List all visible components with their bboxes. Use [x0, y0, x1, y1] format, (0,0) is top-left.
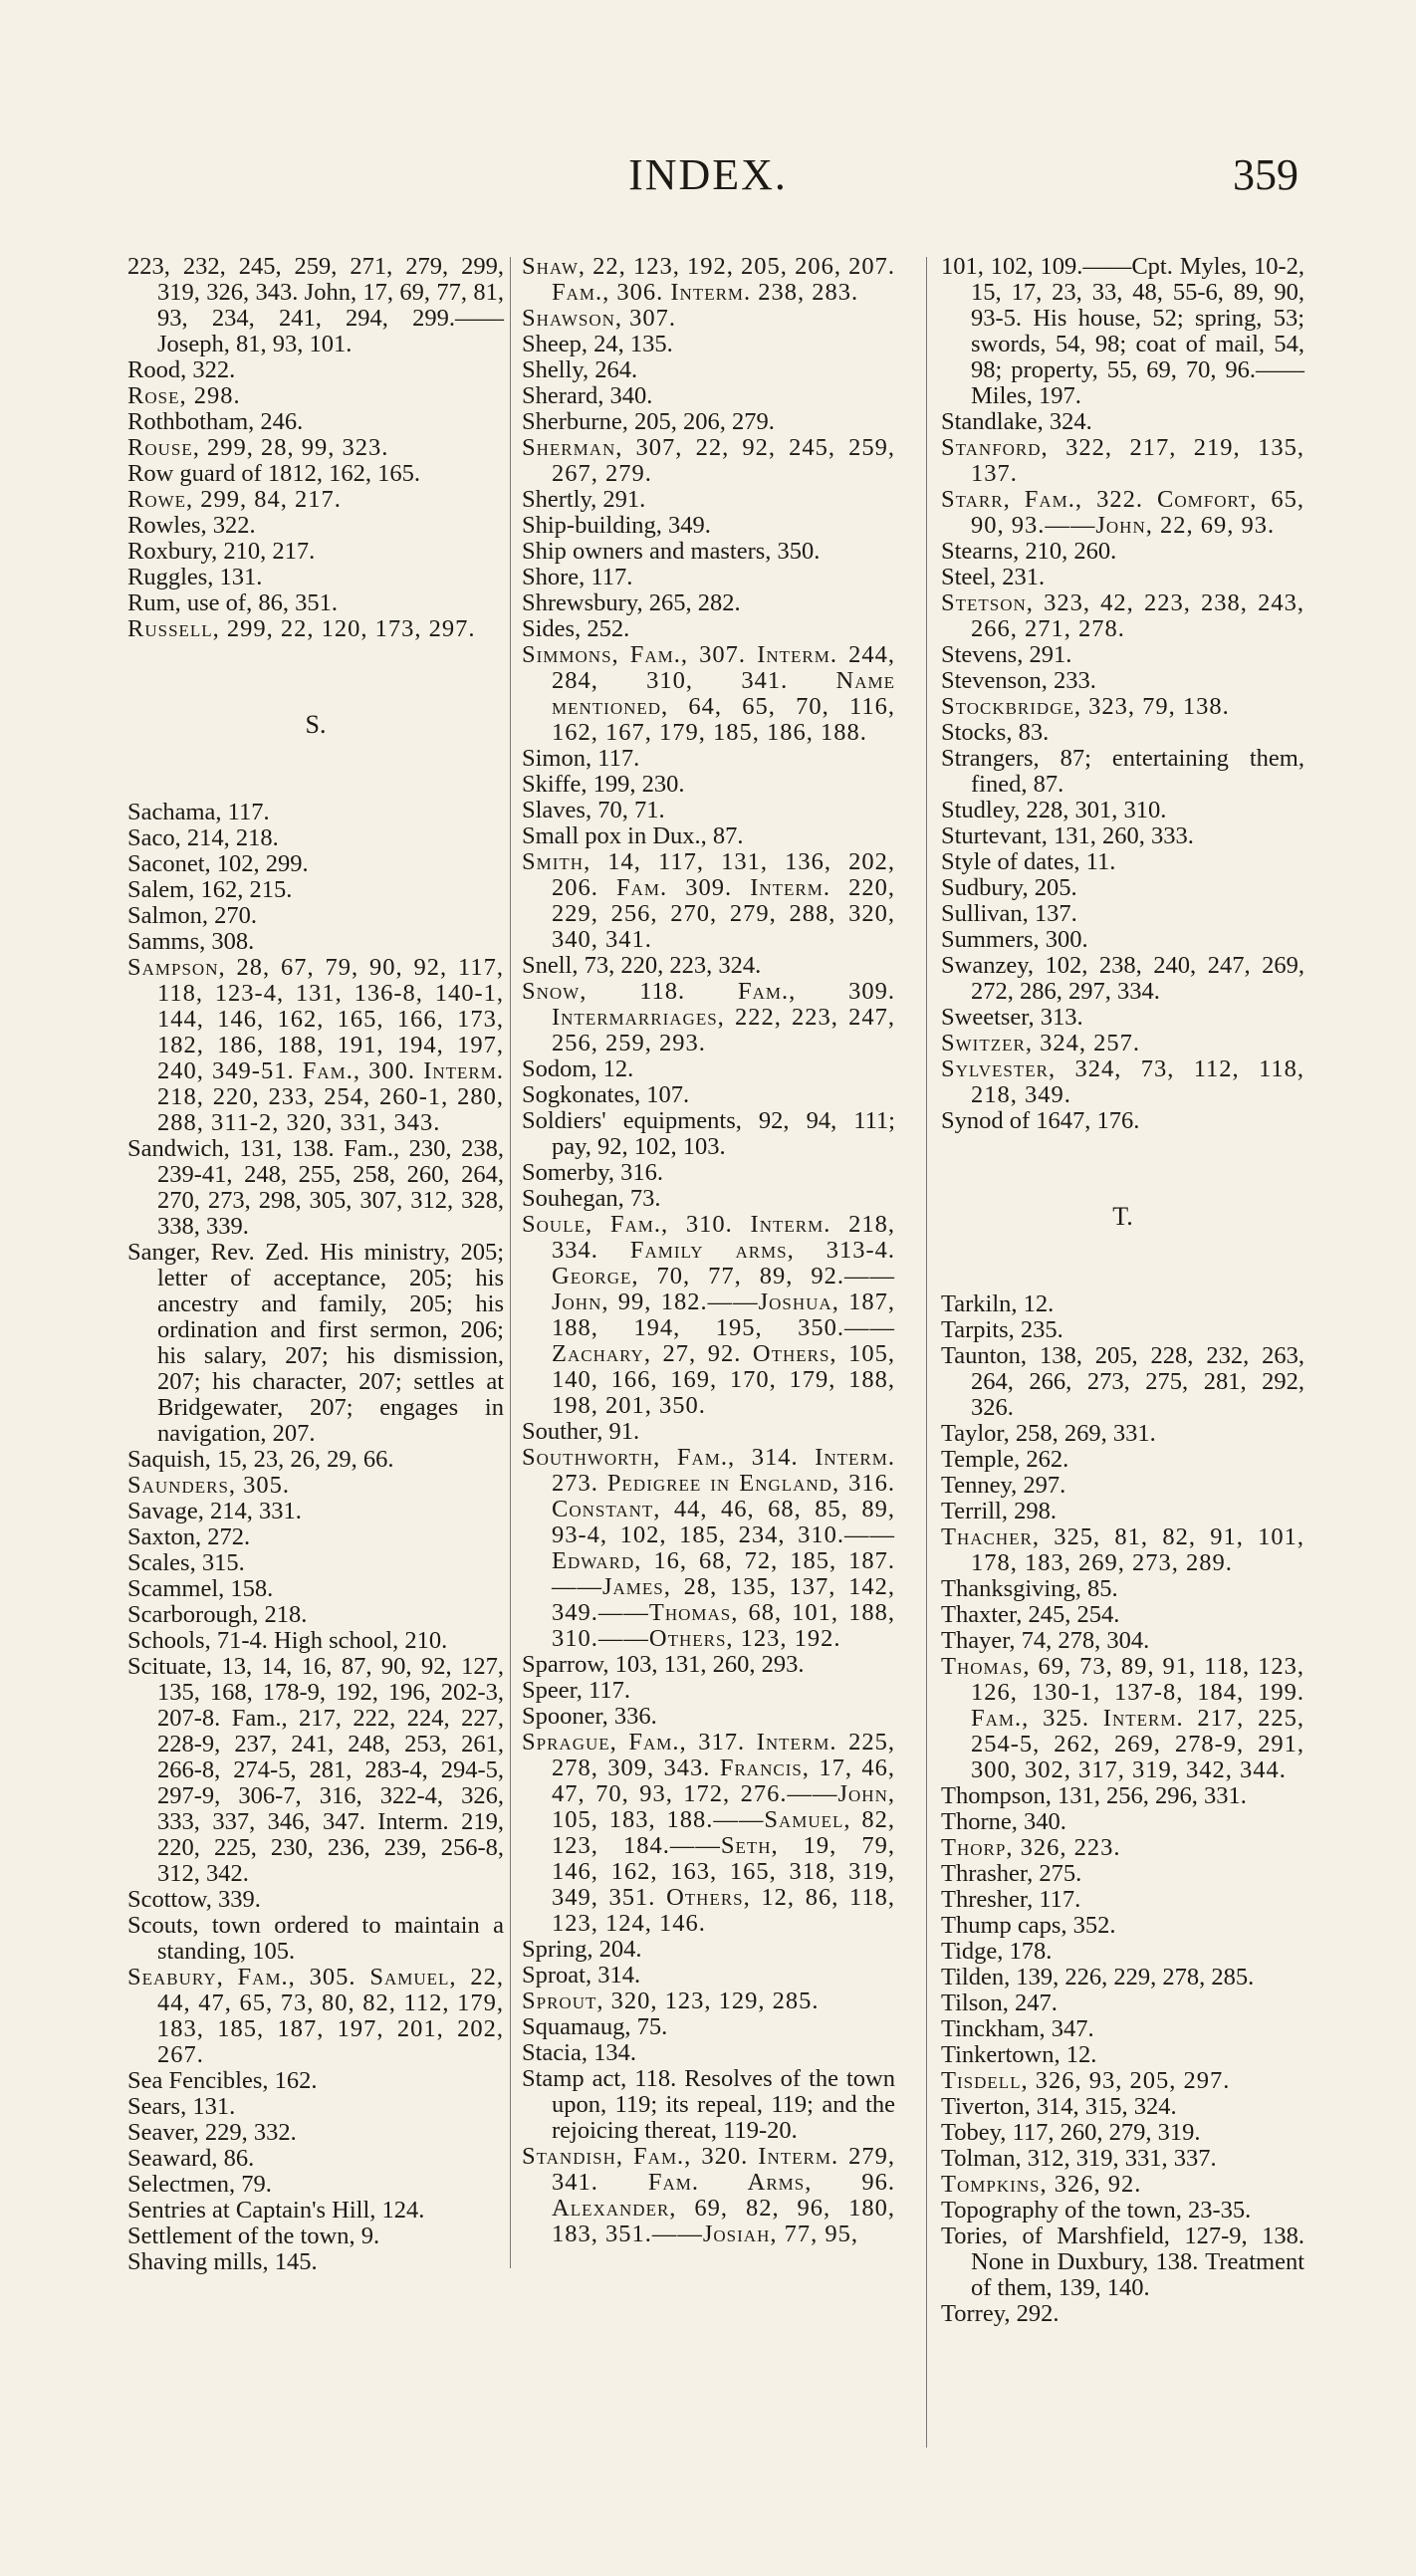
index-entry: Scales, 315.	[127, 1549, 245, 1576]
index-entry: Tinckham, 347.	[941, 2015, 1094, 2042]
index-entry: Stetson, 323, 42, 223, 238, 243, 266, 271, 278.	[941, 589, 1304, 642]
page-title: INDEX.	[628, 150, 788, 199]
index-entry: Tidge, 178.	[941, 1938, 1053, 1965]
index-entry: Shertly, 291.	[522, 486, 646, 513]
index-column-2	[522, 254, 895, 2247]
index-entry: Tilden, 139, 226, 229, 278, 285.	[941, 1964, 1255, 1991]
index-entry: Thump caps, 352.	[941, 1912, 1116, 1939]
index-entry: Tisdell, 326, 93, 205, 297.	[941, 2067, 1231, 2094]
index-entry: Stearns, 210, 260.	[941, 538, 1117, 565]
index-entry: Sproat, 314.	[522, 1962, 641, 1989]
index-entry: Taunton, 138, 205, 228, 232, 263, 264, 266, 273, 275, 281, 292, 326.	[941, 1342, 1304, 1421]
index-entry: Sherard, 340.	[522, 382, 653, 409]
index-entry: Thrasher, 275.	[941, 1860, 1082, 1887]
index-entry: Stevens, 291.	[941, 641, 1072, 668]
index-entry: Sherburne, 205, 206, 279.	[522, 408, 775, 435]
index-entry: Tiverton, 314, 315, 324.	[941, 2093, 1177, 2120]
index-entry: Simon, 117.	[522, 745, 640, 772]
page-header	[0, 149, 1416, 209]
index-entry: Ship-building, 349.	[522, 512, 711, 539]
index-entry: Salem, 162, 215.	[127, 876, 293, 903]
index-entry: Stevenson, 233.	[941, 667, 1096, 694]
index-entry: Salmon, 270.	[127, 902, 257, 929]
index-entry: Slaves, 70, 71.	[522, 797, 665, 823]
index-entry: Thanksgiving, 85.	[941, 1575, 1118, 1602]
index-entry: Shaving mills, 145.	[127, 2248, 318, 2275]
index-entry: Smith, 14, 117, 131, 136, 202, 206. Fam. 309. Interm. 220, 229, 256, 270, 279, 288, 320, 340, 341.	[522, 848, 895, 953]
index-entry: Rothbotham, 246.	[127, 408, 304, 435]
index-entry: Schools, 71-4. High school, 210.	[127, 1627, 448, 1654]
index-entry: Style of dates, 11.	[941, 848, 1116, 875]
index-entry: Seabury, Fam., 305. Samuel, 22, 44, 47, 65, 73, 80, 82, 112, 179, 183, 185, 187, 197, 201, 202, 267.	[127, 1964, 504, 2068]
index-entry: Small pox in Dux., 87.	[522, 822, 744, 849]
index-entry: Sandwich, 131, 138. Fam., 230, 238, 239-41, 248, 255, 258, 260, 264, 270, 273, 298, 305, 307, 312, 328, 338, 339.	[127, 1135, 504, 1240]
index-entry: Sentries at Captain's Hill, 124.	[127, 2197, 425, 2224]
index-entry: Scammel, 158.	[127, 1575, 274, 1602]
index-entry: Sprout, 320, 123, 129, 285.	[522, 1988, 820, 2014]
index-entry: Rowles, 322.	[127, 512, 256, 539]
index-entry: Scarborough, 218.	[127, 1601, 308, 1628]
index-entry: Ship owners and masters, 350.	[522, 538, 821, 565]
column-divider	[926, 257, 927, 2448]
index-entry: Sides, 252.	[522, 615, 630, 642]
index-entry: Stockbridge, 323, 79, 138.	[941, 693, 1230, 720]
index-entry: Southworth, Fam., 314. Interm. 273. Pedigree in England, 316. Constant, 44, 46, 68, 85, 89, 93-4, 102, 185, 234, 310.——Edward, 16, 68, 72, 185, 187.——James, 28, 135, 137, 142, 349.——Thomas, 68, 101, 188, 310.——Others, 123, 192.	[522, 1444, 895, 1652]
index-column-3	[941, 254, 1304, 2327]
index-entry: Scottow, 339.	[127, 1886, 261, 1913]
index-entry: Tolman, 312, 319, 331, 337.	[941, 2145, 1217, 2172]
index-entry: Shaw, 22, 123, 192, 205, 206, 207. Fam., 306. Interm. 238, 283.	[522, 253, 895, 306]
index-entry: Starr, Fam., 322. Comfort, 65, 90, 93.——John, 22, 69, 93.	[941, 486, 1304, 539]
index-entry: Sudbury, 205.	[941, 874, 1077, 901]
index-entry: Tarpits, 235.	[941, 1316, 1063, 1343]
index-entry: Thresher, 117.	[941, 1886, 1081, 1913]
index-entry: Souther, 91.	[522, 1418, 640, 1445]
index-entry: Scituate, 13, 14, 16, 87, 90, 92, 127, 135, 168, 178-9, 192, 196, 202-3, 207-8. Fam., 217, 222, 224, 227, 228-9, 237, 241, 248, 253, 261, 266-8, 274-5, 281, 283-4, 294-5, 297-9, 306-7, 316, 322-4, 326, 333, 337, 346, 347. Interm. 219, 220, 225, 230, 236, 239, 256-8, 312, 342.	[127, 1653, 504, 1887]
index-entry: Tobey, 117, 260, 279, 319.	[941, 2119, 1201, 2146]
index-entry: Tarkiln, 12.	[941, 1290, 1055, 1317]
index-entry: Sullivan, 137.	[941, 900, 1077, 927]
index-entry: Stamp act, 118. Resolves of the town upon, 119; its repeal, 119; and the rejoicing thereat, 119-20.	[522, 2065, 895, 2144]
index-entry: Thompson, 131, 256, 296, 331.	[941, 1782, 1247, 1809]
page-number: 359	[1233, 150, 1298, 199]
index-entry: Sprague, Fam., 317. Interm. 225, 278, 309, 343. Francis, 17, 46, 47, 70, 93, 172, 276.——John, 105, 183, 188.——Samuel, 82, 123, 184.——Seth, 19, 79, 146, 162, 163, 165, 318, 319, 349, 351. Others, 12, 86, 118, 123, 124, 146.	[522, 1729, 895, 1937]
index-entry: Seaward, 86.	[127, 2145, 255, 2172]
index-entry: Thayer, 74, 278, 304.	[941, 1627, 1150, 1654]
index-entry: Taylor, 258, 269, 331.	[941, 1420, 1156, 1447]
section-letter: T.	[1112, 1202, 1133, 1231]
index-entry: Soule, Fam., 310. Interm. 218, 334. Family arms, 313-4. George, 70, 77, 89, 92.——John, 99, 182.——Joshua, 187, 188, 194, 195, 350.——Zachary, 27, 92. Others, 105, 140, 166, 169, 170, 179, 188, 198, 201, 350.	[522, 1211, 895, 1419]
index-entry: Thomas, 69, 73, 89, 91, 118, 123, 126, 130-1, 137-8, 184, 199. Fam., 325. Interm. 217, 225, 254-5, 262, 269, 278-9, 291, 300, 302, 317, 319, 342, 344.	[941, 1653, 1304, 1783]
index-entry: Topography of the town, 23-35.	[941, 2197, 1252, 2224]
index-entry: Row guard of 1812, 162, 165.	[127, 460, 420, 487]
index-entry: Skiffe, 199, 230.	[522, 771, 685, 798]
index-entry: Scouts, town ordered to maintain a standing, 105.	[127, 1912, 504, 1965]
index-entry: Sampson, 28, 67, 79, 90, 92, 117, 118, 123-4, 131, 136-8, 140-1, 144, 146, 162, 165, 166, 173, 182, 186, 188, 191, 194, 197, 240, 349-51. Fam., 300. Interm. 218, 220, 233, 254, 260-1, 280, 288, 311-2, 320, 331, 343.	[127, 954, 504, 1136]
index-entry: Sears, 131.	[127, 2093, 236, 2120]
index-entry: Selectmen, 79.	[127, 2171, 272, 2198]
index-entry: Rum, use of, 86, 351.	[127, 589, 338, 616]
index-entry: Tompkins, 326, 92.	[941, 2171, 1142, 2198]
index-entry: Tilson, 247.	[941, 1990, 1058, 2016]
index-entry: Settlement of the town, 9.	[127, 2223, 380, 2249]
index-entry: Terrill, 298.	[941, 1498, 1057, 1524]
index-entry: Rood, 322.	[127, 356, 236, 383]
index-entry: Sea Fencibles, 162.	[127, 2067, 318, 2094]
index-entry-continuation: 101, 102, 109.——Cpt. Myles, 10-2, 15, 17, 23, 33, 48, 55-6, 89, 90, 93-5. His house, 52; spring, 53; swords, 54, 98; coat of mail, 54, 98; property, 55, 69, 70, 96.——Miles, 197.	[941, 253, 1304, 409]
index-entry-continuation: 223, 232, 245, 259, 271, 279, 299, 319, 326, 343. John, 17, 69, 77, 81, 93, 234, 241, 294, 299.——Joseph, 81, 93, 101.	[127, 253, 504, 357]
index-entry: Russell, 299, 22, 120, 173, 297.	[127, 615, 476, 642]
index-entry: Standlake, 324.	[941, 408, 1092, 435]
index-entry: Tenney, 297.	[941, 1472, 1066, 1499]
index-entry: Rowe, 299, 84, 217.	[127, 486, 342, 513]
index-entry: Sogkonates, 107.	[522, 1081, 690, 1108]
index-entry: Thacher, 325, 81, 82, 91, 101, 178, 183, 269, 273, 289.	[941, 1523, 1304, 1576]
index-entry: Saunders, 305.	[127, 1472, 291, 1499]
index-entry: Sweetser, 313.	[941, 1004, 1083, 1031]
index-entry: Spring, 204.	[522, 1936, 642, 1963]
index-entry: Snell, 73, 220, 223, 324.	[522, 952, 762, 979]
index-entry: Rouse, 299, 28, 99, 323.	[127, 434, 389, 461]
index-entry: Swanzey, 102, 238, 240, 247, 269, 272, 286, 297, 334.	[941, 952, 1304, 1005]
index-entry: Temple, 262.	[941, 1446, 1069, 1473]
index-entry: Thaxter, 245, 254.	[941, 1601, 1120, 1628]
index-entry: Saco, 214, 218.	[127, 824, 279, 851]
index-entry: Spooner, 336.	[522, 1703, 657, 1730]
index-entry: Studley, 228, 301, 310.	[941, 797, 1167, 823]
index-entry: Roxbury, 210, 217.	[127, 538, 316, 565]
index-entry: Seaver, 229, 332.	[127, 2119, 297, 2146]
index-entry: Saxton, 272.	[127, 1523, 251, 1550]
index-entry: Switzer, 324, 257.	[941, 1030, 1140, 1056]
index-entry: Sturtevant, 131, 260, 333.	[941, 822, 1194, 849]
index-entry: Torrey, 292.	[941, 2300, 1060, 2327]
index-entry: Shawson, 307.	[522, 305, 676, 332]
index-entry: Summers, 300.	[941, 926, 1088, 953]
index-entry: Tinkertown, 12.	[941, 2041, 1097, 2068]
index-entry: Tories, of Marshfield, 127-9, 138. None in Duxbury, 138. Treatment of them, 139, 140.	[941, 2223, 1304, 2301]
index-entry: Strangers, 87; entertaining them, fined, 87.	[941, 745, 1304, 798]
index-entry: Standish, Fam., 320. Interm. 279, 341. Fam. Arms, 96. Alexander, 69, 82, 96, 180, 183, 351.——Josiah, 77, 95,	[522, 2143, 895, 2247]
index-entry: Thorp, 326, 223.	[941, 1834, 1121, 1861]
index-entry: Shrewsbury, 265, 282.	[522, 589, 741, 616]
index-entry: Sheep, 24, 135.	[522, 331, 673, 357]
index-entry: Somerby, 316.	[522, 1159, 663, 1186]
index-entry: Stanford, 322, 217, 219, 135, 137.	[941, 434, 1304, 487]
index-entry: Shore, 117.	[522, 564, 633, 590]
index-entry: Shelly, 264.	[522, 356, 638, 383]
column-divider	[510, 257, 511, 2268]
index-column-1	[127, 254, 504, 2275]
index-entry: Simmons, Fam., 307. Interm. 244, 284, 310, 341. Name mentioned, 64, 65, 70, 116, 162, 167, 179, 185, 186, 188.	[522, 641, 895, 746]
index-entry: Sylvester, 324, 73, 112, 118, 218, 349.	[941, 1055, 1304, 1108]
index-entry: Sparrow, 103, 131, 260, 293.	[522, 1651, 805, 1678]
index-entry: Squamaug, 75.	[522, 2013, 668, 2040]
index-entry: Souhegan, 73.	[522, 1185, 661, 1212]
section-letter: S.	[305, 710, 327, 739]
index-entry: Samms, 308.	[127, 928, 255, 955]
index-entry: Sanger, Rev. Zed. His ministry, 205; letter of acceptance, 205; his ancestry and family, 205; his ordination and first sermon, 206; his salary, 207; his dismission, 207; his character, 207; settles at Bridgewater, 207; engages in navigation, 207.	[127, 1239, 504, 1447]
index-entry: Rose, 298.	[127, 382, 241, 409]
index-entry: Speer, 117.	[522, 1677, 631, 1704]
index-entry: Sodom, 12.	[522, 1055, 634, 1082]
index-entry: Sachama, 117.	[127, 799, 270, 825]
index-entry: Synod of 1647, 176.	[941, 1107, 1140, 1134]
index-entry: Ruggles, 131.	[127, 564, 263, 590]
index-entry: Stacia, 134.	[522, 2039, 636, 2066]
index-entry: Sherman, 307, 22, 92, 245, 259, 267, 279.	[522, 434, 895, 487]
index-entry: Steel, 231.	[941, 564, 1046, 590]
index-entry: Soldiers' equipments, 92, 94, 111; pay, 92, 102, 103.	[522, 1107, 895, 1160]
index-entry: Snow, 118. Fam., 309. Intermarriages, 222, 223, 247, 256, 259, 293.	[522, 978, 895, 1056]
index-entry: Stocks, 83.	[941, 719, 1050, 746]
index-entry: Saconet, 102, 299.	[127, 850, 309, 877]
index-entry: Savage, 214, 331.	[127, 1498, 302, 1524]
index-entry: Saquish, 15, 23, 26, 29, 66.	[127, 1446, 394, 1473]
index-entry: Thorne, 340.	[941, 1808, 1066, 1835]
